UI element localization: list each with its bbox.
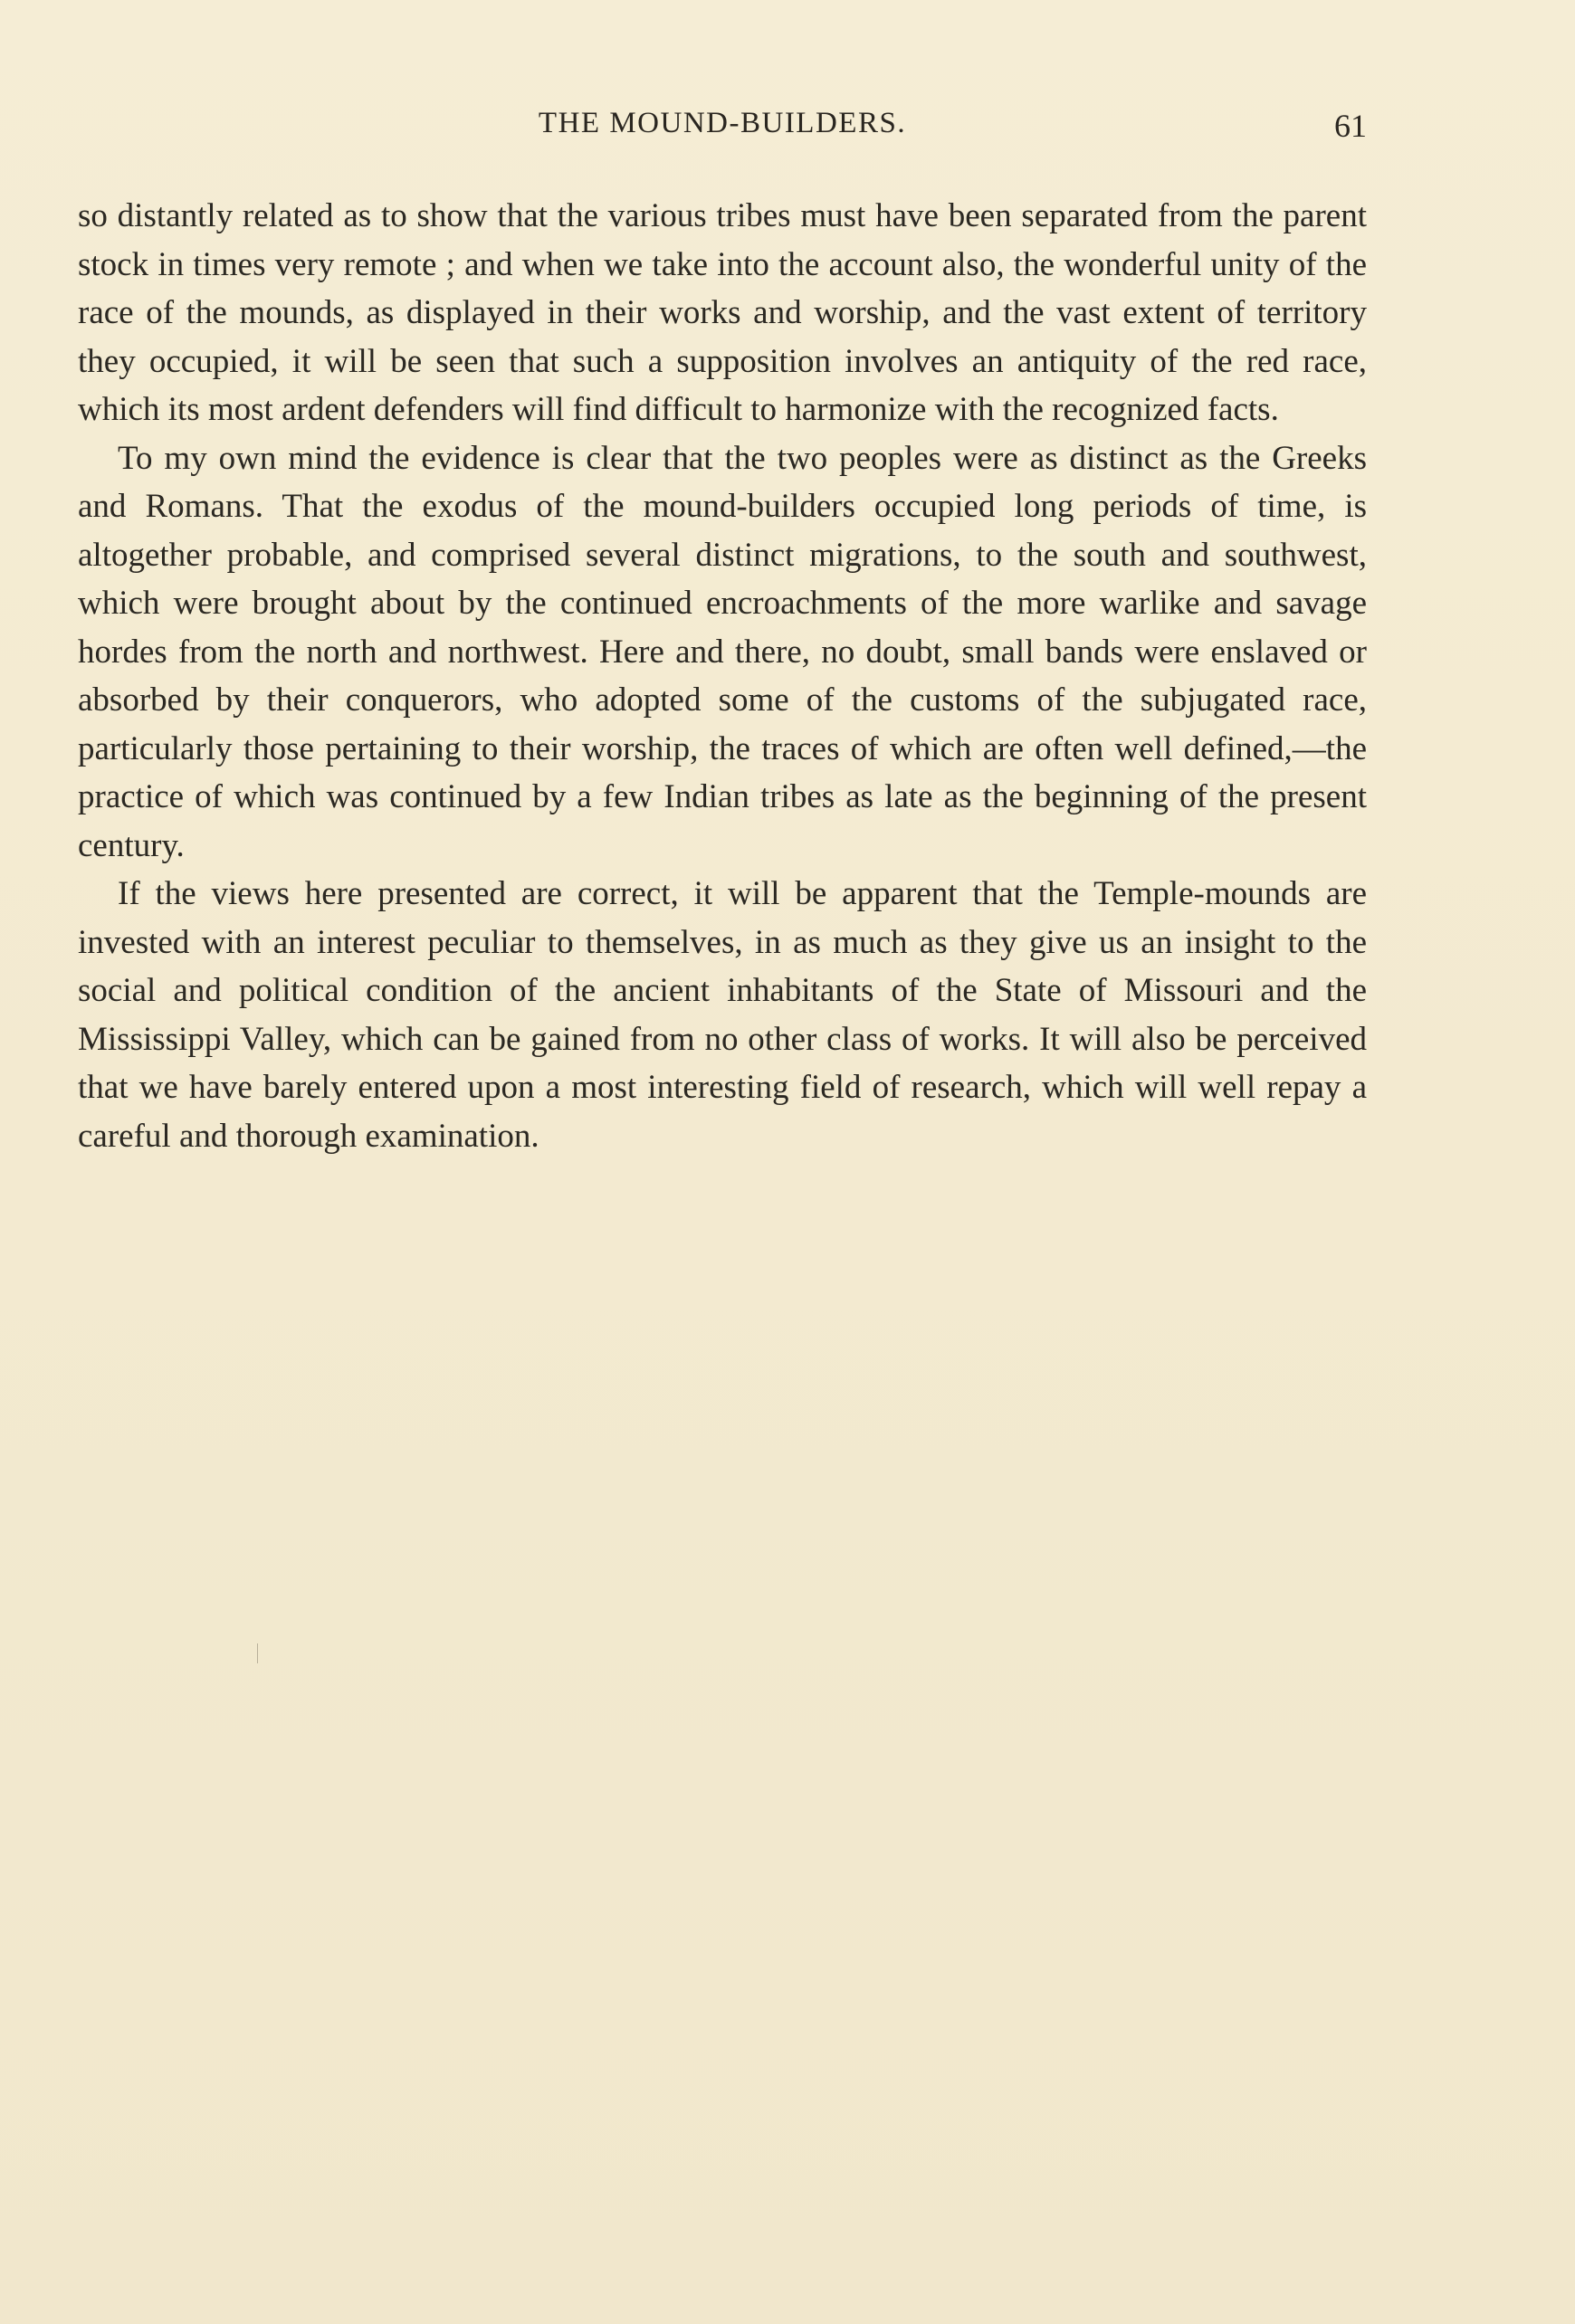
paragraph-temple-mounds: If the views here presented are correct, it will be apparent that the Temple-mounds are invested with an interest peculiar to themselves, in as much as they give us an insight to the social and political condition of the ancient inhabitants of the State of Missouri and the Mississippi Valley, which can be gained from no other class of works. It will also be perceived that we have barely entered upon a most interesting field of research, which will well repay a careful and thorough examination. (78, 875, 1367, 1155)
paragraph-continuation: so distantly related as to show that the various tribes must have been separated from the parent stock in times very remote ; and when we take into the account also, the wonderful unity of the race of the mounds, as displayed in their works and worship, and the vast extent of territory they occupied, it will be seen that such a supposition involves an antiquity of the red race, which its most ardent defenders will find difficult to harmonize with the recognized facts. (78, 197, 1367, 428)
running-head: THE MOUND-BUILDERS. (538, 107, 907, 139)
body-text (78, 192, 1367, 1160)
paragraph-two-peoples: To my own mind the evidence is clear that the two peoples were as distinct as the Greeks and Romans. That the exodus of the mound-builders occupied long periods of time, is altogether probable, and comprised several distinct migrations, to the south and southwest, which were brought about by the continued encroachments of the more warlike and savage hordes from the north and northwest. Here and there, no doubt, small bands were enslaved or absorbed by their conquerors, who adopted some of the customs of the subjugated race, particularly those pertaining to their worship, the traces of which are often well defined,—the practice of which was continued by a few Indian tribes as late as the beginning of the present century. (78, 439, 1367, 864)
stray-ink-mark (257, 1643, 258, 1663)
page-header (78, 107, 1367, 152)
page-number: 61 (1334, 108, 1367, 144)
